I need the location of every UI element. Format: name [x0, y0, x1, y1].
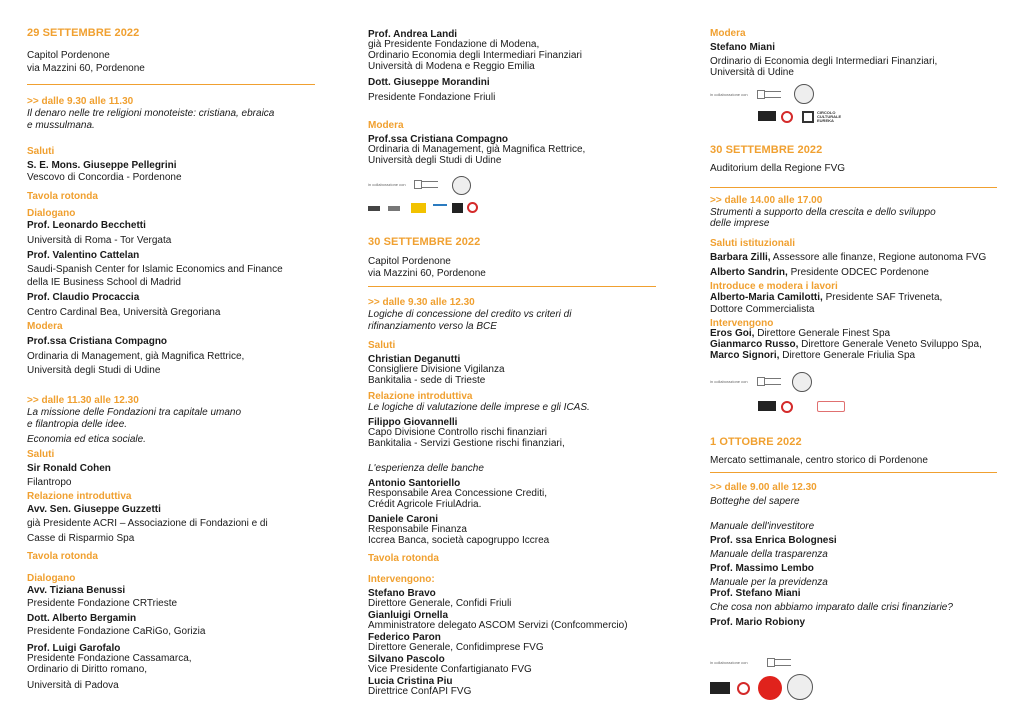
speaker-entry: [710, 328, 1005, 339]
event-date: 1 OTTOBRE 2022: [710, 436, 802, 448]
speaker-name: Avv. Sen. Giuseppe Guzzetti: [27, 504, 161, 515]
speaker-role: Presidente ODCEC Pordenone: [787, 267, 929, 278]
speaker-entry: [710, 339, 1005, 350]
speaker-name: Prof. Andrea Landi: [368, 29, 458, 40]
section-heading: Modera: [27, 321, 63, 332]
session-time: >> dalle 14.00 alle 17.00: [710, 195, 823, 206]
speaker-role: Università di Padova: [27, 680, 119, 691]
speaker-role: Università degli Studi di Udine: [368, 155, 502, 166]
festival-logo-icon: [452, 203, 463, 213]
collab-label: in collaborazione con: [710, 92, 748, 97]
speaker-name: Avv. Tiziana Benussi: [27, 585, 126, 596]
speaker-role: della IE Business School di Madrid: [27, 277, 181, 288]
comune-logo-icon: [422, 181, 438, 188]
speaker-entry: [710, 292, 1005, 303]
speaker-role: Crédit Agricole FriulAdria.: [368, 499, 482, 510]
speaker-role: Università di Roma - Tor Vergata: [27, 235, 172, 246]
section-heading: Tavola rotonda: [27, 191, 98, 202]
speaker-name: Eros Goi,: [710, 328, 755, 339]
saf-logo-icon: [817, 401, 845, 412]
section-heading: Saluti: [27, 449, 55, 460]
municipality-crest-icon: [757, 90, 765, 99]
speaker-role: Università di Udine: [710, 67, 794, 78]
speaker-role: Direttore Generale Finest Spa: [754, 328, 891, 339]
speaker-name: Prof. Stefano Miani: [710, 588, 801, 599]
speaker-name: Prof. ssa Enrica Bolognesi: [710, 535, 837, 546]
speaker-role: Saudi-Spanish Center for Islamic Economics and Finance: [27, 264, 283, 275]
speaker-name: Daniele Caroni: [368, 514, 439, 525]
partner-logo-icon: [388, 206, 400, 211]
speaker-role: Presidente Fondazione CaRiGo, Gorizia: [27, 626, 206, 637]
session-theme: Che cosa non abbiamo imparato dalle crisi finanziarie?: [710, 602, 953, 613]
municipality-crest-icon: [757, 377, 765, 386]
speaker-role: Amministratore delegato ASCOM Servizi (Confcommercio): [368, 620, 628, 631]
festival-logo-icon: [758, 111, 776, 121]
comune-logo-icon: [765, 91, 781, 98]
comune-logo-icon: [765, 378, 781, 385]
session-theme: delle imprese: [710, 218, 770, 229]
divider: [710, 187, 997, 188]
target-logo-icon: [467, 202, 478, 213]
section-heading: Dialogano: [27, 208, 76, 219]
speaker-name: Prof. Leonardo Becchetti: [27, 220, 146, 231]
speaker-role: Centro Cardinal Bea, Università Gregoriana: [27, 307, 221, 318]
divider: [368, 286, 656, 287]
speaker-name: Dott. Giuseppe Morandini: [368, 77, 490, 88]
circolo-label: CIRCOLO CULTURALE EUREKA: [817, 110, 842, 123]
speaker-entry: [710, 267, 1005, 278]
speaker-role: Vice Presidente Confartigianato FVG: [368, 664, 532, 675]
section-heading: Modera: [710, 28, 746, 39]
session-theme: Il denaro nelle tre religioni monoteiste: cristiana, ebraica: [27, 108, 275, 119]
municipality-crest-icon: [414, 180, 422, 189]
speaker-role: Direttore Generale, Confidimprese FVG: [368, 642, 544, 653]
section-heading: Tavola rotonda: [368, 553, 439, 564]
speaker-role: Presidente Fondazione CRTrieste: [27, 598, 178, 609]
partner-logos: [710, 82, 860, 132]
speaker-name: Filippo Giovannelli: [368, 417, 458, 428]
collab-label: in collaborazione con: [710, 379, 748, 384]
speaker-role: Bankitalia - Servizi Gestione rischi finanziari,: [368, 438, 565, 449]
target-logo-icon: [781, 401, 793, 413]
speaker-role: Iccrea Banca, società capogruppo Iccrea: [368, 535, 550, 546]
speaker-name: Prof.ssa Cristiana Compagno: [27, 336, 168, 347]
speaker-name: Stefano Miani: [710, 42, 776, 53]
red-badge-icon: [758, 676, 782, 700]
partner-logo-icon: [411, 203, 426, 213]
session-theme: e mussulmana.: [27, 120, 95, 131]
collab-label: in collaborazione con: [368, 182, 406, 187]
venue-address: via Mazzini 60, Pordenone: [27, 63, 145, 74]
session-theme: Economia ed etica sociale.: [27, 434, 146, 445]
target-logo-icon: [737, 682, 750, 695]
venue-name: Mercato settimanale, centro storico di Pordenone: [710, 455, 928, 466]
collab-label: in collaborazione con: [710, 660, 748, 665]
speaker-name: Prof.ssa Cristiana Compagno: [368, 134, 509, 145]
speaker-role: Università degli Studi di Udine: [27, 365, 161, 376]
target-logo-icon: [781, 111, 793, 123]
speaker-role: già Presidente Fondazione di Modena,: [368, 39, 540, 50]
speaker-name: Antonio Santoriello: [368, 478, 461, 489]
section-heading: Dialogano: [27, 573, 76, 584]
speaker-role: Presidente Fondazione Cassamarca,: [27, 653, 192, 664]
session-theme: Botteghe del sapere: [710, 496, 800, 507]
section-heading: Modera: [368, 120, 404, 131]
partner-logo-icon: [433, 204, 447, 215]
festival-logo-icon: [710, 682, 730, 694]
speaker-role: Dottore Commercialista: [710, 304, 815, 315]
partner-logo-icon: [368, 206, 380, 211]
speaker-name: S. E. Mons. Giuseppe Pellegrini: [27, 160, 177, 171]
session-theme: Logiche di concessione del credito vs criteri di: [368, 309, 572, 320]
speaker-role: Assessore alle finanze, Regione autonoma FVG: [770, 252, 987, 263]
section-heading: Saluti: [368, 340, 396, 351]
session-theme: Le logiche di valutazione delle imprese e gli ICAS.: [368, 402, 590, 413]
speaker-role: Vescovo di Concordia - Pordenone: [27, 172, 182, 183]
session-theme: Strumenti a supporto della crescita e dello sviluppo: [710, 207, 936, 218]
speaker-role: Ordinaria di Management, già Magnifica Rettrice,: [368, 144, 586, 155]
partner-logos: [710, 368, 860, 420]
session-time: >> dalle 9.00 alle 12.30: [710, 482, 817, 493]
speaker-role: Ordinario Economia degli Intermediari Finanziari: [368, 50, 582, 61]
partner-logos: [368, 172, 498, 222]
session-theme: rifinanziamento verso la BCE: [368, 321, 497, 332]
session-theme: e filantropia delle idee.: [27, 419, 128, 430]
speaker-name: Gianluigi Ornella: [368, 610, 449, 621]
comune-logo-icon: [775, 659, 791, 666]
speaker-name: Stefano Bravo: [368, 588, 436, 599]
section-heading: Intervengono:: [368, 574, 435, 585]
speaker-name: Prof. Claudio Procaccia: [27, 292, 140, 303]
section-heading: Relazione introduttiva: [27, 491, 132, 502]
speaker-name: Prof. Massimo Lembo: [710, 563, 814, 574]
portrait-seal-icon: [792, 372, 812, 392]
event-date: 29 SETTEMBRE 2022: [27, 27, 140, 39]
speaker-name: Christian Deganutti: [368, 354, 461, 365]
speaker-role: Ordinario di Diritto romano,: [27, 664, 148, 675]
eureka-logo-icon: [802, 111, 814, 123]
speaker-role: Bankitalia - sede di Trieste: [368, 375, 486, 386]
speaker-role: Ordinaria di Management, già Magnifica Rettrice,: [27, 351, 245, 362]
speaker-name: Sir Ronald Cohen: [27, 463, 111, 474]
speaker-role: Capo Divisione Controllo rischi finanziari: [368, 427, 547, 438]
speaker-entry: [710, 350, 1005, 361]
speaker-name: Prof. Mario Robiony: [710, 617, 805, 628]
speaker-role: Direttore Generale Veneto Sviluppo Spa,: [798, 339, 982, 350]
speaker-role: Responsabile Finanza: [368, 524, 467, 535]
speaker-role: Direttore Generale, Confidi Friuli: [368, 598, 512, 609]
section-heading: Saluti istituzionali: [710, 238, 796, 249]
speaker-role: Presidente SAF Triveneta,: [822, 292, 943, 303]
speaker-role: Direttrice ConfAPI FVG: [368, 686, 472, 697]
festival-logo-icon: [758, 401, 776, 411]
speaker-name: Gianmarco Russo,: [710, 339, 799, 350]
speaker-role: Presidente Fondazione Friuli: [368, 92, 496, 103]
section-heading: Tavola rotonda: [27, 551, 98, 562]
portrait-seal-icon: [787, 674, 813, 700]
speaker-name: Alberto Sandrin,: [710, 267, 788, 278]
speaker-entry: [710, 252, 1005, 263]
session-theme: La missione delle Fondazioni tra capitale umano: [27, 407, 242, 418]
speaker-name: Alberto-Maria Camilotti,: [710, 292, 823, 303]
session-theme: Manuale della trasparenza: [710, 549, 828, 560]
partner-logos: [710, 650, 830, 702]
speaker-name: Barbara Zilli,: [710, 252, 771, 263]
speaker-role: Direttore Generale Friulia Spa: [779, 350, 916, 361]
section-heading: Introduce e modera i lavori: [710, 281, 838, 292]
section-heading: Saluti: [27, 146, 55, 157]
portrait-seal-icon: [452, 176, 471, 195]
section-heading: Relazione introduttiva: [368, 391, 473, 402]
session-time: >> dalle 11.30 alle 12.30: [27, 395, 139, 406]
event-date: 30 SETTEMBRE 2022: [368, 236, 481, 248]
speaker-role: Filantropo: [27, 477, 72, 488]
session-time: >> dalle 9.30 alle 12.30: [368, 297, 475, 308]
speaker-name: Lucia Cristina Piu: [368, 676, 453, 687]
municipality-crest-icon: [767, 658, 775, 667]
speaker-role: già Presidente ACRI – Associazione di Fondazioni e di: [27, 518, 268, 529]
speaker-role: Consigliere Divisione Vigilanza: [368, 364, 505, 375]
venue-name: Capitol Pordenone: [27, 50, 110, 61]
session-theme: Manuale dell'investitore: [710, 521, 815, 532]
venue-address: via Mazzini 60, Pordenone: [368, 268, 486, 279]
speaker-role: Responsabile Area Concessione Crediti,: [368, 488, 547, 499]
speaker-role: Università di Modena e Reggio Emilia: [368, 61, 535, 72]
session-theme: Manuale per la previdenza: [710, 577, 828, 588]
venue-name: Auditorium della Regione FVG: [710, 163, 846, 174]
venue-name: Capitol Pordenone: [368, 256, 451, 267]
event-date: 30 SETTEMBRE 2022: [710, 144, 823, 156]
speaker-name: Silvano Pascolo: [368, 654, 445, 665]
divider: [27, 84, 315, 85]
section-heading: Intervengono: [710, 318, 774, 329]
speaker-name: Marco Signori,: [710, 350, 780, 361]
speaker-name: Federico Paron: [368, 632, 441, 643]
speaker-role: Ordinario di Economia degli Intermediari Finanziari,: [710, 56, 938, 67]
session-theme: L'esperienza delle banche: [368, 463, 484, 474]
speaker-role: Casse di Risparmio Spa: [27, 533, 135, 544]
portrait-seal-icon: [794, 84, 814, 104]
speaker-name: Prof. Luigi Garofalo: [27, 643, 121, 654]
speaker-name: Prof. Valentino Cattelan: [27, 250, 140, 261]
session-time: >> dalle 9.30 alle 11.30: [27, 96, 134, 107]
divider: [710, 472, 997, 473]
speaker-name: Dott. Alberto Bergamin: [27, 613, 137, 624]
